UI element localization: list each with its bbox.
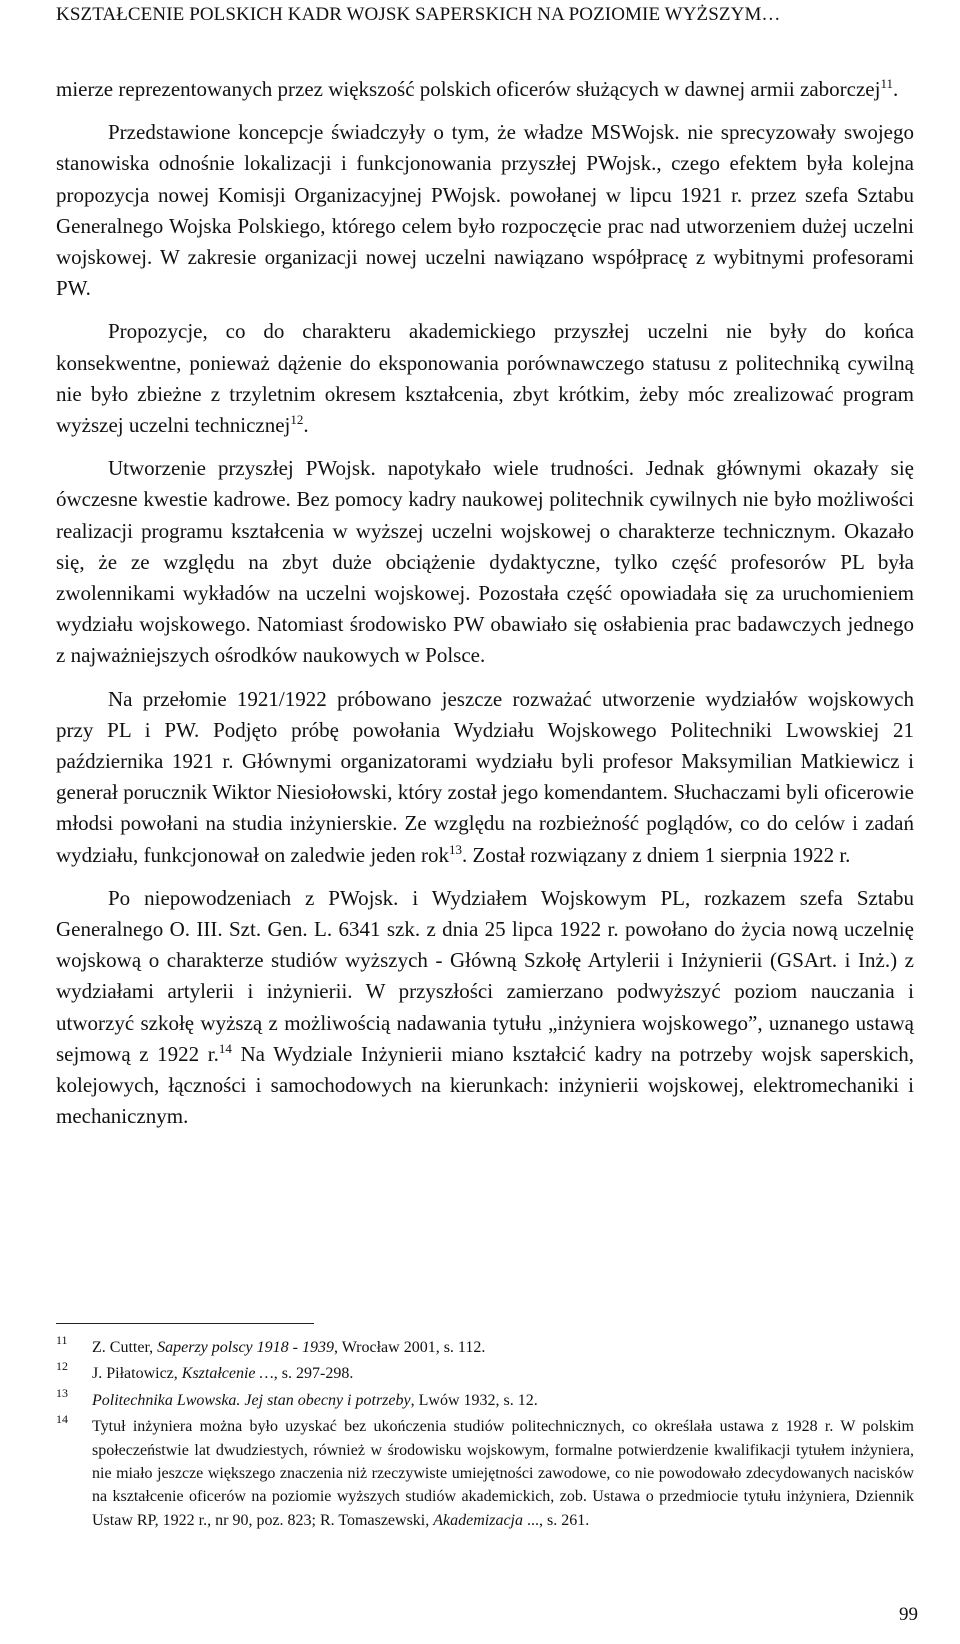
footnote-13 [56,1385,914,1412]
paragraph-6 [56,883,914,1133]
page-number: 99 [899,1604,918,1625]
paragraph-6-end: Na Wydziale Inżynierii miano kształcić kadry na potrzeby wojsk saperskich, kolejowych, łączności i samochodowych na kierunkach: inżynierii wojskowej, elektromechaniki i mechanicznym. [56,1041,914,1129]
body-text [56,74,914,1145]
footnote-text-end: ..., s. 261. [523,1511,590,1529]
paragraph-2: Przedstawione koncepcje świadczyły o tym, że władze MSWojsk. nie sprecyzowały swojego stanowiska odnośnie lokalizacji i funkcjonowania przyszłej PWojsk., czego efektem była kolejna propozycja nowej Komisji Organizacyjnej PWojsk. powołanej w lipcu 1921 r. przez szefa Sztabu Generalnego Wojska Polskiego, którego celem było rozpoczęcie prac nad utworzeniem dużej uczelni wojskowej. W zakresie organizacji nowej uczelni nawiązano współpracę z wybitnymi profesorami PW. [56,120,914,301]
footnote-text-end: , s. 297-298. [273,1365,354,1383]
footnote-number: 13 [56,1385,68,1400]
footnote-text-end: , Lwów 1932, s. 12. [410,1391,538,1409]
footnote-separator [56,1323,314,1324]
paragraph-5-end: . Został rozwiązany z dniem 1 sierpnia 1922 r. [462,842,851,867]
footnote-text-end: , Wrocław 2001, s. 112. [333,1339,486,1356]
footnote-ref-12[interactable]: 12 [290,412,304,428]
paragraph-1-end: . [892,77,899,101]
footnote-number: 11 [56,1333,68,1347]
paragraph-1-text: mierze reprezentowanych przez większość polskich oficerów służących w dawnej armii zaborczej [56,77,881,101]
paragraph-5 [56,684,914,871]
paragraph-1 [56,74,914,105]
running-header: KSZTAŁCENIE POLSKICH KADR WOJSK SAPERSKICH NA POZIOMIE WYŻSZYM… [56,4,781,25]
paragraph-3-end: . [303,413,309,438]
footnote-text: Z. Cutter, [92,1339,158,1356]
footnote-title: Akademizacja [433,1511,523,1529]
footnote-ref-14[interactable]: 14 [218,1040,232,1056]
footnote-title: Kształcenie … [181,1365,274,1383]
footnote-title: Politechnika Lwowska. Jej stan obecny i potrzeby [92,1391,411,1409]
footnote-ref-11[interactable]: 11 [880,76,893,91]
paragraph-6-text: Po niepowodzeniach z PWojsk. i Wydziałem Wojskowym PL, rozkazem szefa Sztabu Generalnego O. III. Szt. Gen. L. 6341 szk. z dnia 25 lipca 1922 r. powołano do życia nową uczelnię wojskową o charakterze studiów wyższych - Główną Szkołę Artylerii i Inżynierii (GSArt. i Inż.) z wydziałami artylerii i inżynierii. W przyszłości zamierzano podwyższyć poziom nauczania i utworzyć szkołę wyższą z możliwością nadawania tytułu „inżyniera wojskowego”, uznanego ustawą sejmową z 1922 r. [56,885,914,1066]
paragraph-5-text: Na przełomie 1921/1922 próbowano jeszcze rozważać utworzenie wydziałów wojskowych przy PL i PW. Podjęto próbę powołania Wydziału Wojskowego Politechniki Lwowskiej 21 października 1921 r. Głównymi organizatorami wydziału byli profesor Maksymilian Matkiewicz i generał porucznik Wiktor Niesiołowski, który został jego komendantem. Słuchaczami byli oficerowie młodsi powołani na studia inżynierskie. Ze względu na rozbieżność poglądów, co do celów i zadań wydziału, funkcjonował on zaledwie jeden rok [56,686,914,867]
footnote-number: 14 [56,1412,68,1427]
paragraph-3-text: Propozycje, co do charakteru akademickiego przyszłej uczelni nie były do końca konsekwentne, ponieważ dążenie do eksponowania porównawczego statusu z politechniką cywilną nie było zbieżne z trzyletnim okresem kształcenia, zbyt krótkim, żeby móc zrealizować program wyższej uczelni technicznej [56,319,914,438]
footnote-text: Tytuł inżyniera można było uzyskać bez ukończenia studiów politechnicznych, co określała ustawa z 1928 r. W polskim społeczeństwie lat dwudziestych, również w środowisku wojskowym, formalne potwierdzenie kwalifikacji tytułem inżyniera, nie miało jeszcze większego znaczenia niż rzeczywiste umiejętności zawodowe, co nie powodowało zdecydowanych nacisków na kształcenie oficerów na poziomie wyższych studiów akademickich, zob. Ustawa o przedmiocie tytułu inżyniera, Dziennik Ustaw RP, 1922 r., nr 90, poz. 823; R. Tomaszewski, [92,1418,914,1529]
footnote-14 [56,1412,914,1532]
footnotes [56,1333,914,1535]
footnote-12 [56,1359,914,1385]
footnote-title: Saperzy polscy 1918 - 1939 [157,1339,334,1356]
paragraph-3 [56,316,914,441]
footnote-number: 12 [56,1359,68,1374]
footnote-text: J. Piłatowicz, [92,1365,182,1383]
paragraph-4: Utworzenie przyszłej PWojsk. napotykało wiele trudności. Jednak głównymi okazały się ówczesne kwestie kadrowe. Bez pomocy kadry naukowej politechnik cywilnych nie było możliwości realizacji programu kształcenia w wyższej uczelni wojskowej o charakterze technicznym. Okazało się, że ze względu na zbyt duże obciążenie dydaktyczne, tylko część profesorów PL była zwolennikami wykładów na uczelni wojskowej. Pozostała część opowiadała się za uruchomieniem wydziału wojskowego. Natomiast środowisko PW obawiało się osłabienia prac badawczych jednego z najważniejszych ośrodków naukowych w Polsce. [56,456,914,668]
footnote-ref-13[interactable]: 13 [449,841,463,857]
footnote-11 [56,1333,914,1359]
